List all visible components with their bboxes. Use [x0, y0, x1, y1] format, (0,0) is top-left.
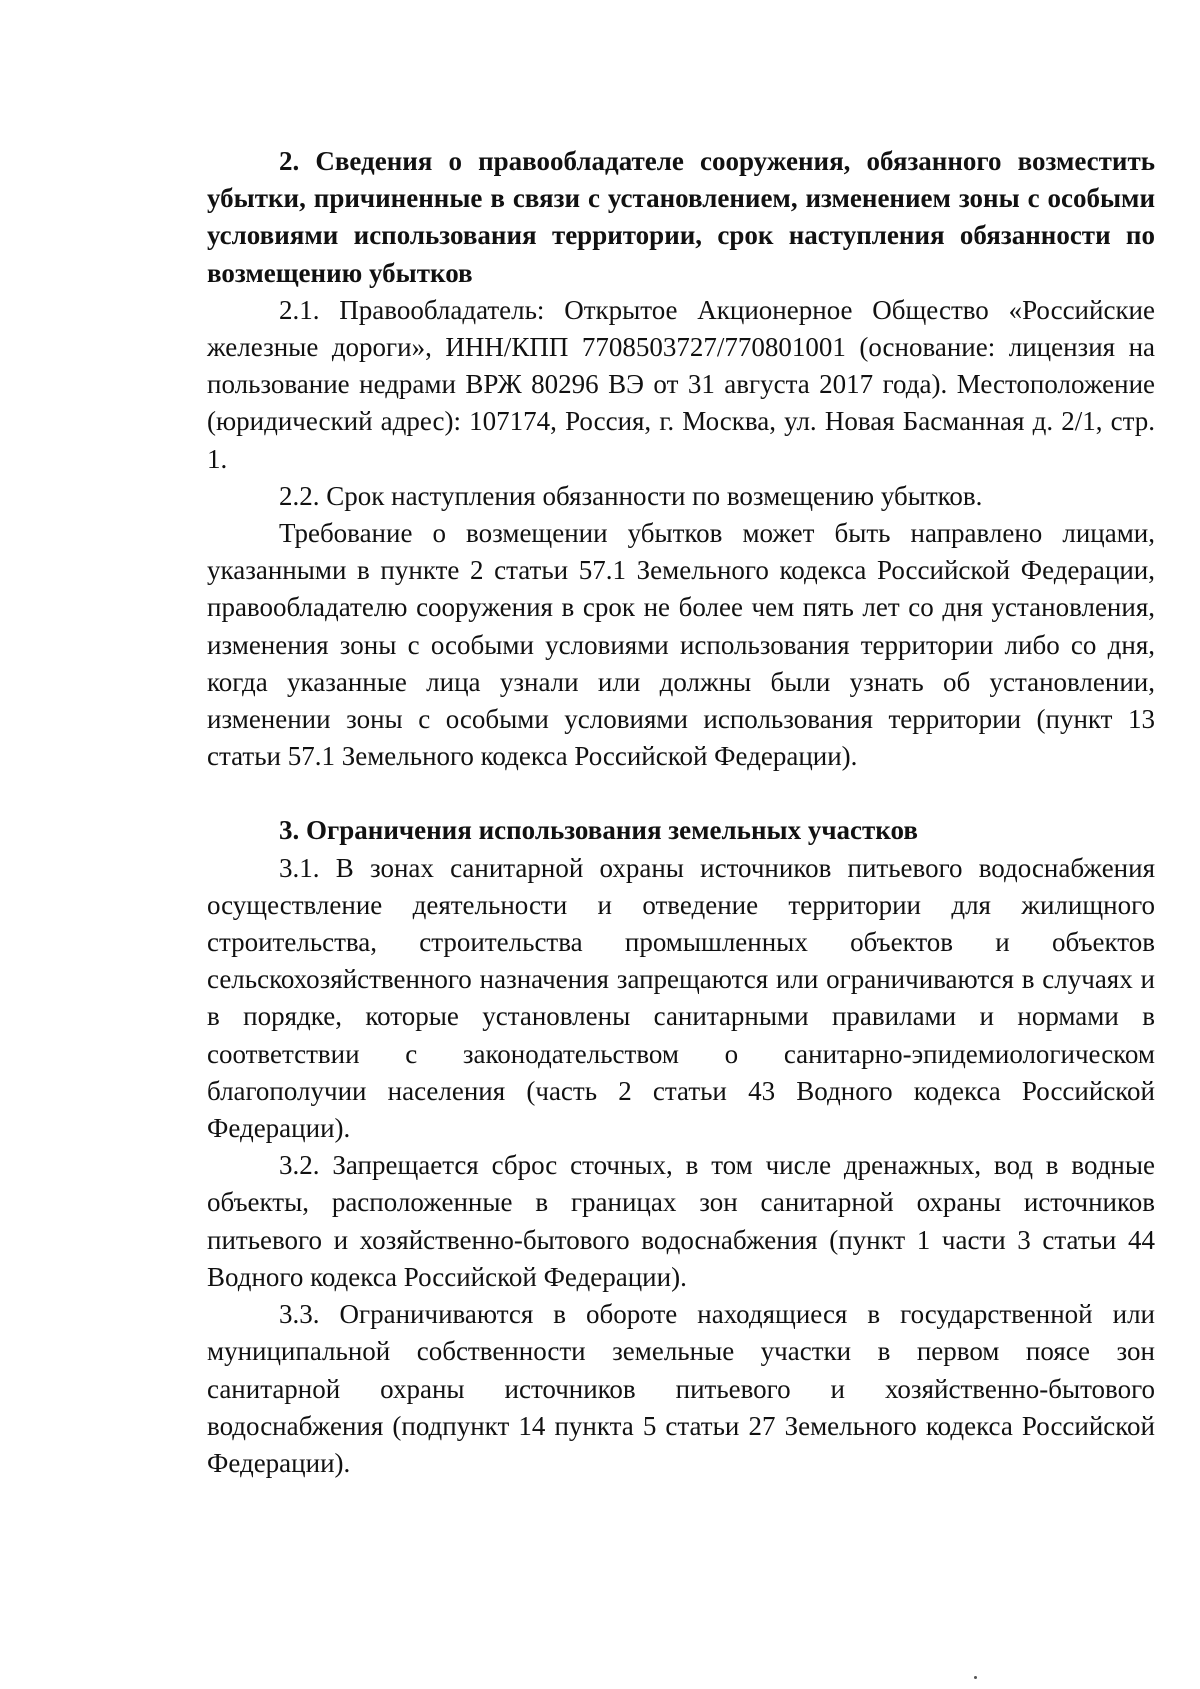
section-2-paragraph-1: 2.1. Правообладатель: Открытое Акционерное Общество «Российские железные дороги», ИНН/КПП 7708503727/770801001 (основание: лицензия на пользование недрами ВРЖ 80296 ВЭ от 31 августа 2017 года). Местоположение (юридический адрес): 107174, Россия, г. Москва, ул. Новая Басманная д. 2/1, стр. 1. — [207, 294, 1155, 474]
section-3-paragraph-3: 3.3. Ограничиваются в обороте находящиеся в государственной или муниципальной собственности земельные участки в первом поясе зон санитарной охраны источников питьевого и хозяйственно-бытового водоснабжения (подпункт 14 пункта 5 статьи 27 Земельного кодекса Российской Федерации). — [207, 1299, 1155, 1478]
scan-artifact-dot — [974, 1676, 977, 1679]
section-2-paragraph-3: Требование о возмещении убытков может быть направлено лицами, указанными в пункте 2 статьи 57.1 Земельного кодекса Российской Федерации, правообладателю сооружения в срок не более чем пять лет со дня установления, изменения зоны с особыми условиями использования территории либо со дня, когда указанные лица узнали или должны были узнать об установлении, изменении зоны с особыми условиями использования территории (пункт 13 статьи 57.1 Земельного кодекса Российской Федерации). — [207, 518, 1155, 772]
document-body — [207, 143, 1155, 1482]
section-3-paragraph-1: 3.1. В зонах санитарной охраны источников питьевого водоснабжения осуществление деятельности и отведение территории для жилищного строительства, строительства промышленных объектов и объектов сельскохозяйственного назначения запрещаются или ограничиваются в случаях и в порядке, которые установлены санитарными правилами и нормами в соответствии с законодательством о санитарно-эпидемиологическом благополучии населения (часть 2 статьи 43 Водного кодекса Российской Федерации). — [207, 852, 1155, 1144]
section-3-heading: 3. Ограничения использования земельных участков — [279, 815, 918, 846]
section-2-heading: 2. Сведения о правообладателе сооружения, обязанного возместить убытки, причиненные в связи с установлением, изменением зоны с особыми условиями использования территории, срок наступления обязанности по возмещению убытков — [207, 146, 1155, 288]
section-2-paragraph-2: 2.2. Срок наступления обязанности по возмещению убытков. — [279, 480, 983, 511]
section-3-paragraph-2: 3.2. Запрещается сброс сточных, в том числе дренажных, вод в водные объекты, расположенные в границах зон санитарной охраны источников питьевого и хозяйственно-бытового водоснабжения (пункт 1 части 3 статьи 44 Водного кодекса Российской Федерации). — [207, 1150, 1155, 1292]
